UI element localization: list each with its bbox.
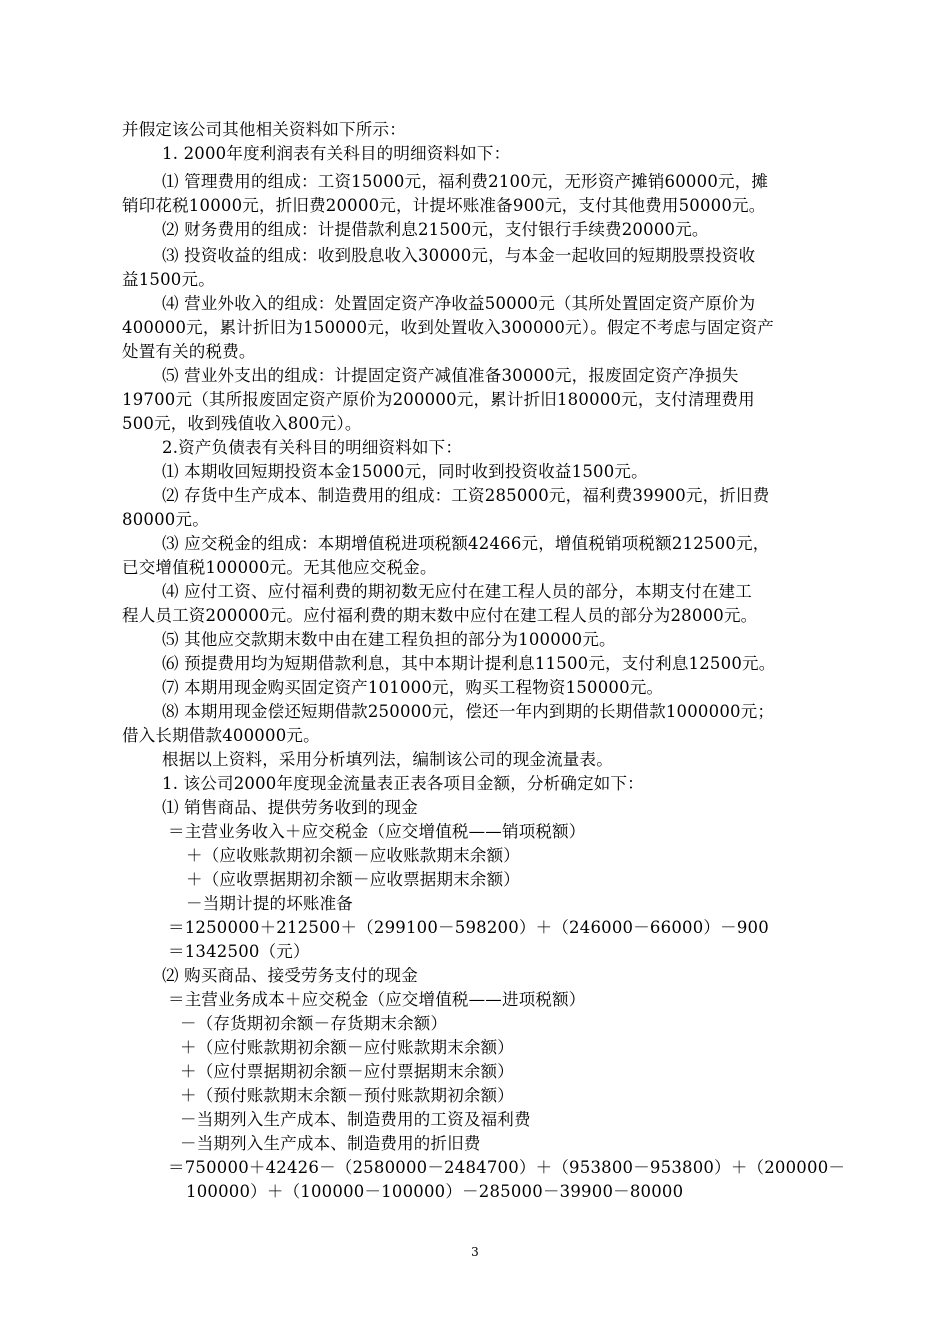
text-line: －当期计提的坏账准备 [186, 894, 353, 913]
text-line: ＝1250000＋212500＋（299100－598200）＋（246000－66000）－900 [168, 918, 769, 937]
text-line: ⑶ 应交税金的组成：本期增值税进项税额42466元，增值税销项税额212500元， [162, 534, 770, 553]
text-line: 19700元（其所报废固定资产原价为200000元，累计折旧180000元，支付清理费用 [122, 390, 755, 409]
text-line: 借入长期借款400000元。 [122, 726, 320, 745]
text-line: ⑵ 存货中生产成本、制造费用的组成：工资285000元，福利费39900元，折旧费 [162, 486, 770, 505]
text-line: －当期列入生产成本、制造费用的工资及福利费 [180, 1110, 531, 1129]
text-line: 益1500元。 [122, 270, 215, 289]
text-line: ＋（应收账款期初余额－应收账款期末余额） [186, 846, 520, 865]
text-line: 根据以上资料，采用分析填列法，编制该公司的现金流量表。 [162, 750, 613, 769]
text-line: 500元，收到残值收入800元）。 [122, 414, 362, 433]
page-number: 3 [471, 1245, 479, 1259]
text-line: ⑷ 营业外收入的组成：处置固定资产净收益50000元（其所处置固定资产原价为 [162, 294, 756, 313]
text-line: 处置有关的税费。 [122, 342, 256, 361]
text-line: ＋（应收票据期初余额－应收票据期末余额） [186, 870, 520, 889]
text-line: ⑴ 销售商品、提供劳务收到的现金 [162, 798, 418, 817]
text-line: 2.资产负债表有关科目的明细资料如下： [162, 438, 463, 457]
text-line: ⑸ 营业外支出的组成：计提固定资产减值准备30000元，报废固定资产净损失 [162, 366, 739, 385]
text-line: ⑷ 应付工资、应付福利费的期初数无应付在建工程人员的部分，本期支付在建工 [162, 582, 752, 601]
text-line: ⑹ 预提费用均为短期借款利息，其中本期计提利息11500元，支付利息12500元。 [162, 654, 776, 673]
text-line: ＝750000＋42426－（2580000－2484700）＋（953800－953800）＋（200000－ [168, 1158, 846, 1177]
text-line: ⑻ 本期用现金偿还短期借款250000元，偿还一年内到期的长期借款1000000元； [162, 702, 775, 721]
text-line: ⑸ 其他应交款期末数中由在建工程负担的部分为100000元。 [162, 630, 616, 649]
text-line: ＋（应付账款期初余额－应付账款期末余额） [180, 1038, 514, 1057]
text-line: －（存货期初余额－存货期末余额） [180, 1014, 448, 1033]
text-line: 程人员工资200000元。应付福利费的期末数中应付在建工程人员的部分为28000元。 [122, 606, 758, 625]
text-line: 销印花税10000元，折旧费20000元，计提坏账准备900元，支付其他费用50000元。 [122, 196, 766, 215]
text-line: 并假定该公司其他相关资料如下所示： [122, 120, 406, 139]
text-line: ＝主营业务成本＋应交税金（应交增值税——进项税额） [168, 990, 586, 1009]
text-line: 100000）＋（100000－100000）－285000－39900－80000 [186, 1182, 684, 1201]
text-line: ＋（预付账款期末余额－预付账款期初余额） [180, 1086, 514, 1105]
text-line: ＝主营业务收入＋应交税金（应交增值税——销项税额） [168, 822, 586, 841]
text-line: 1. 2000年度利润表有关科目的明细资料如下： [162, 144, 511, 163]
text-line: ⑶ 投资收益的组成：收到股息收入30000元，与本金一起收回的短期股票投资收 [162, 246, 756, 265]
text-line: 已交增值税100000元。无其他应交税金。 [122, 558, 437, 577]
text-line: ⑴ 本期收回短期投资本金15000元，同时收到投资收益1500元。 [162, 462, 648, 481]
text-line: ⑺ 本期用现金购买固定资产101000元，购买工程物资150000元。 [162, 678, 664, 697]
text-line: －当期列入生产成本、制造费用的折旧费 [180, 1134, 481, 1153]
text-line: ⑵ 财务费用的组成：计提借款利息21500元，支付银行手续费20000元。 [162, 220, 709, 239]
text-line: ＝1342500（元） [168, 942, 310, 961]
text-line: 400000元，累计折旧为150000元，收到处置收入300000元）。假定不考虑与固定资产 [122, 318, 774, 337]
text-line: ⑵ 购买商品、接受劳务支付的现金 [162, 966, 418, 985]
text-line: 80000元。 [122, 510, 209, 529]
text-line: 1. 该公司2000年度现金流量表正表各项目金额，分析确定如下： [162, 774, 644, 793]
text-line: ＋（应付票据期初余额－应付票据期末余额） [180, 1062, 514, 1081]
text-line: ⑴ 管理费用的组成：工资15000元，福利费2100元，无形资产摊销60000元，摊 [162, 172, 769, 191]
